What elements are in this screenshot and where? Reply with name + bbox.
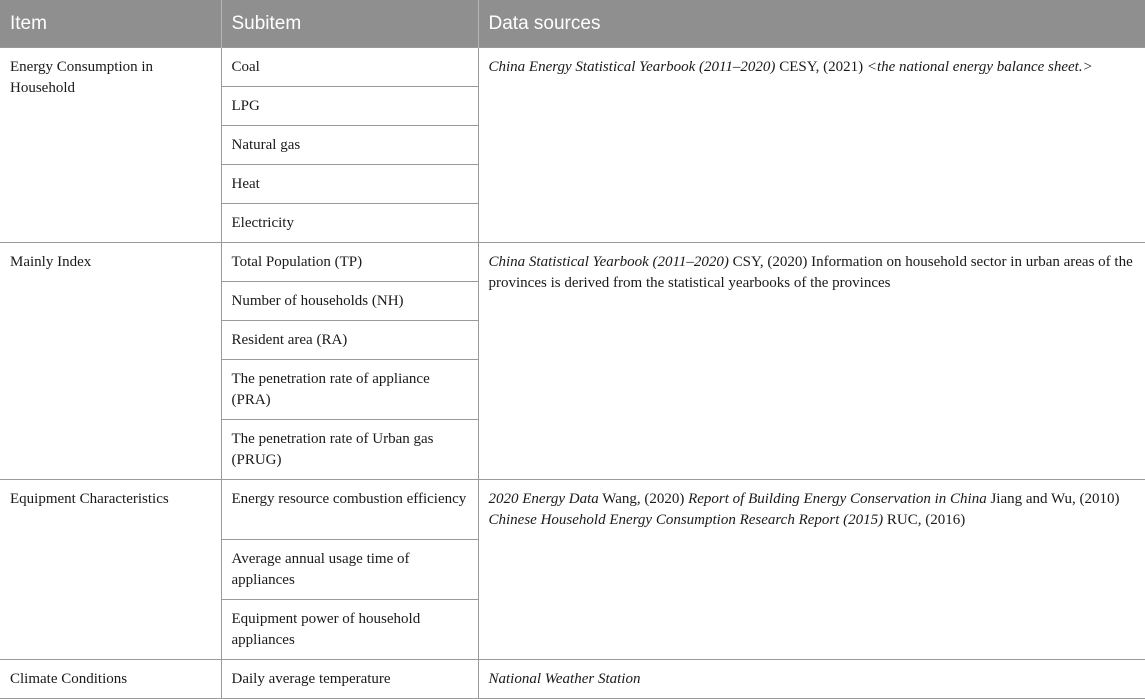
source-title: <the national energy balance sheet.>	[866, 59, 1093, 75]
header-subitem: Subitem	[221, 0, 478, 48]
source-title: Report of Building Energy Conservation in China	[688, 491, 987, 507]
source-title: Chinese Household Energy Consumption Research Report (2015)	[488, 512, 884, 528]
sources-cell	[478, 48, 1145, 243]
item-cell: Climate Conditions	[0, 660, 221, 699]
subitem-cell: LPG	[221, 87, 478, 126]
header-item: Item	[0, 0, 221, 48]
subitem-cell: Heat	[221, 165, 478, 204]
sources-cell	[478, 660, 1145, 699]
subitem-cell: Energy resource combustion efficiency	[221, 480, 478, 540]
subitem-cell: Equipment power of household appliances	[221, 600, 478, 660]
item-cell: Equipment Characteristics	[0, 480, 221, 660]
subitem-cell: Number of households (NH)	[221, 282, 478, 321]
sources-cell	[478, 243, 1145, 480]
subitem-cell: The penetration rate of appliance (PRA)	[221, 360, 478, 420]
sources-cell	[478, 480, 1145, 660]
source-title: National Weather Station	[488, 671, 641, 687]
table-row	[0, 480, 1145, 540]
subitem-cell: Daily average temperature	[221, 660, 478, 699]
subitem-cell: Natural gas	[221, 126, 478, 165]
item-cell: Energy Consumption in Household	[0, 48, 221, 243]
subitem-cell: The penetration rate of Urban gas (PRUG)	[221, 420, 478, 480]
source-title: China Statistical Yearbook (2011–2020)	[488, 254, 729, 270]
source-title: China Energy Statistical Yearbook (2011–2020)	[488, 59, 776, 75]
subitem-cell: Resident area (RA)	[221, 321, 478, 360]
source-citation: RUC, (2016)	[883, 512, 966, 528]
item-cell: Mainly Index	[0, 243, 221, 480]
table-row	[0, 48, 1145, 87]
table-row	[0, 660, 1145, 699]
header-data-sources: Data sources	[478, 0, 1145, 48]
source-citation: Jiang and Wu, (2010)	[986, 491, 1120, 507]
source-citation: CSY, (2020) Information on household sector in urban areas of the provinces is derived from the statistical yearbooks of the provinces	[488, 254, 1133, 291]
table-header-row	[0, 0, 1145, 48]
subitem-cell: Average annual usage time of appliances	[221, 540, 478, 600]
source-citation: CESY, (2021)	[775, 59, 867, 75]
subitem-cell: Total Population (TP)	[221, 243, 478, 282]
subitem-cell: Electricity	[221, 204, 478, 243]
subitem-cell: Coal	[221, 48, 478, 87]
source-title: 2020 Energy Data	[488, 491, 599, 507]
source-citation: Wang, (2020)	[598, 491, 689, 507]
table-row	[0, 243, 1145, 282]
